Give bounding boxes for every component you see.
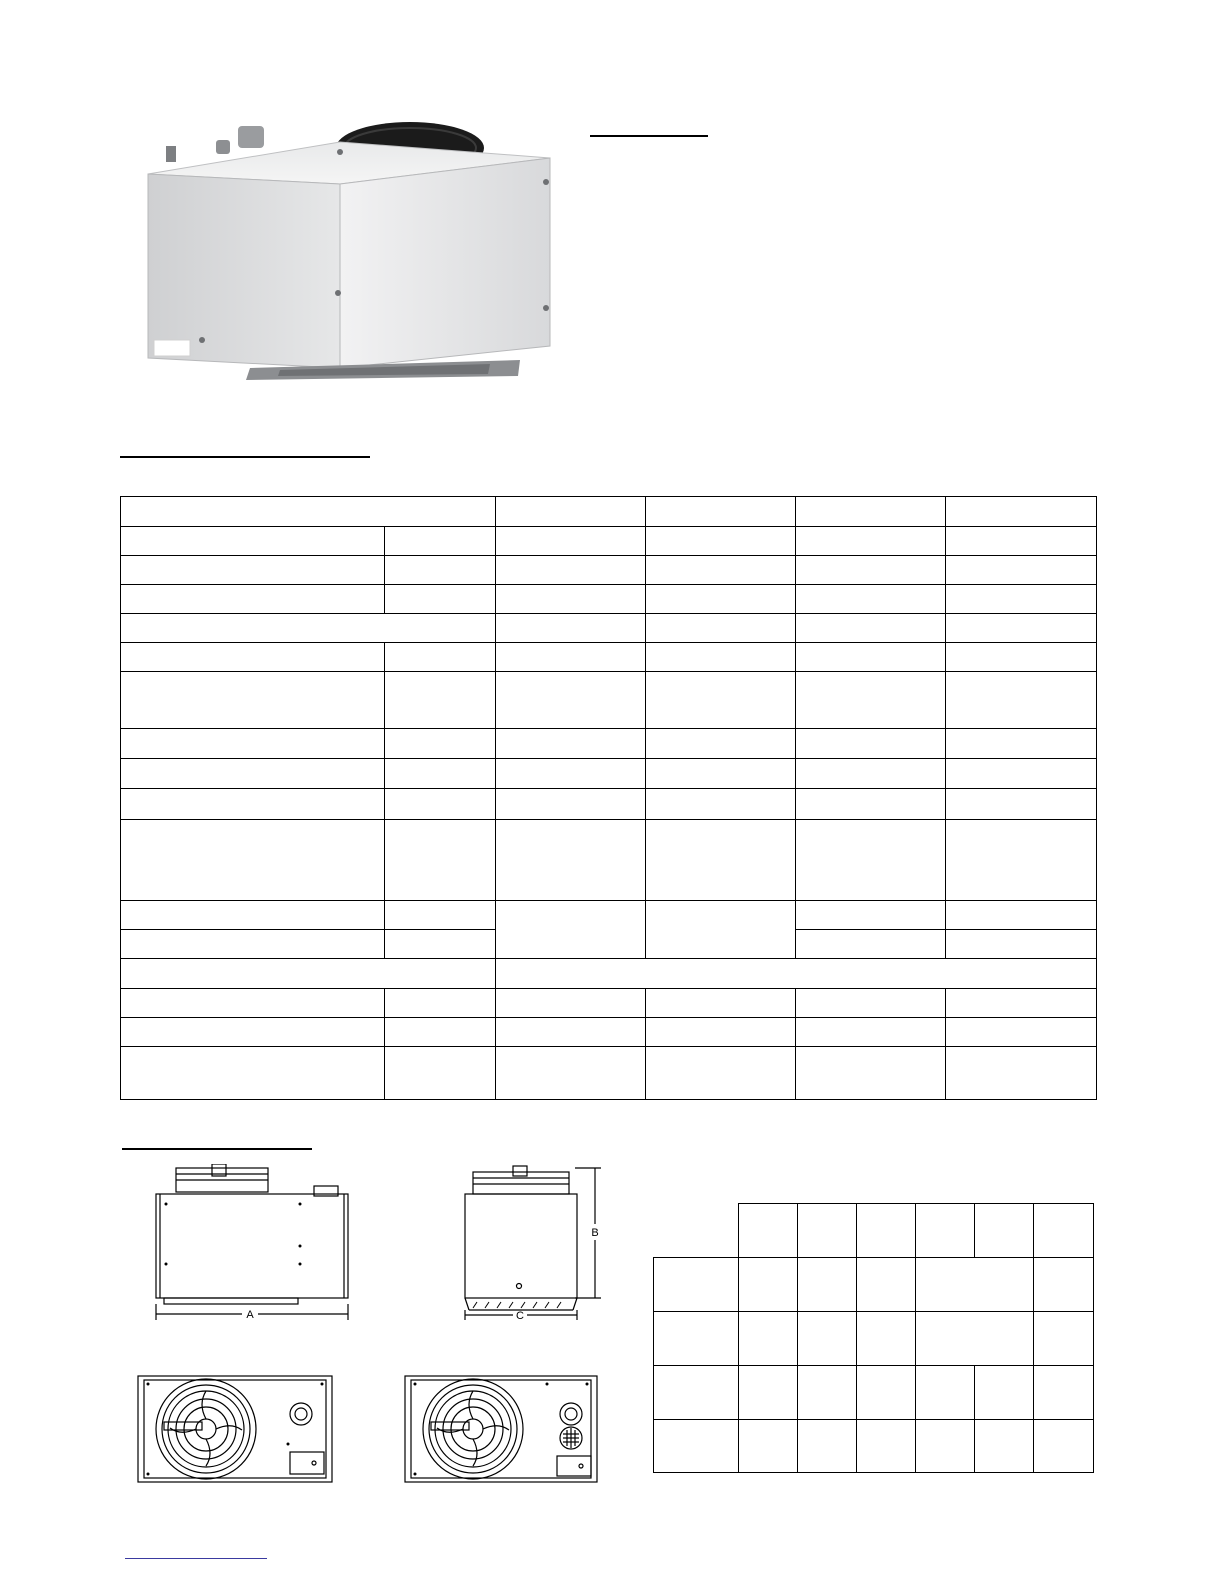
footer-link-underline[interactable]: [125, 1558, 267, 1559]
table-row: [121, 527, 1097, 556]
table-row: [654, 1312, 1094, 1366]
table-row: [121, 1018, 1097, 1047]
table-row: [654, 1366, 1094, 1420]
table-row: [121, 759, 1097, 789]
dim-b-label: B: [591, 1227, 599, 1239]
table-row: [121, 989, 1097, 1018]
table-row: [654, 1258, 1094, 1312]
table-row: [121, 820, 1097, 901]
table-row: [121, 672, 1097, 729]
specification-table: [120, 496, 1097, 1100]
table-row: [121, 585, 1097, 614]
table-row: [121, 1047, 1097, 1100]
table-row: [654, 1204, 1094, 1258]
table-row: [121, 643, 1097, 672]
table-row: [121, 556, 1097, 585]
product-photo: [130, 118, 570, 388]
table-row: [121, 959, 1097, 989]
drawing-bottom-view-1: [136, 1374, 334, 1486]
table-row: [121, 614, 1097, 643]
drawing-side-elevation: [455, 1164, 605, 1324]
drawing-front-elevation: [150, 1164, 355, 1324]
drawing-bottom-view-2: [403, 1374, 599, 1486]
dimension-table: [653, 1203, 1094, 1473]
table-row: [121, 789, 1097, 820]
heading-underline-dimensions: [122, 1148, 312, 1150]
heading-underline-overview: [590, 135, 708, 137]
table-row: [654, 1420, 1094, 1473]
heading-underline-specifications: [120, 456, 370, 458]
dim-c-label: C: [516, 1310, 524, 1322]
table-row: [121, 729, 1097, 759]
table-row: [121, 497, 1097, 527]
table-row: [121, 901, 1097, 930]
dim-a-label: A: [246, 1309, 254, 1321]
